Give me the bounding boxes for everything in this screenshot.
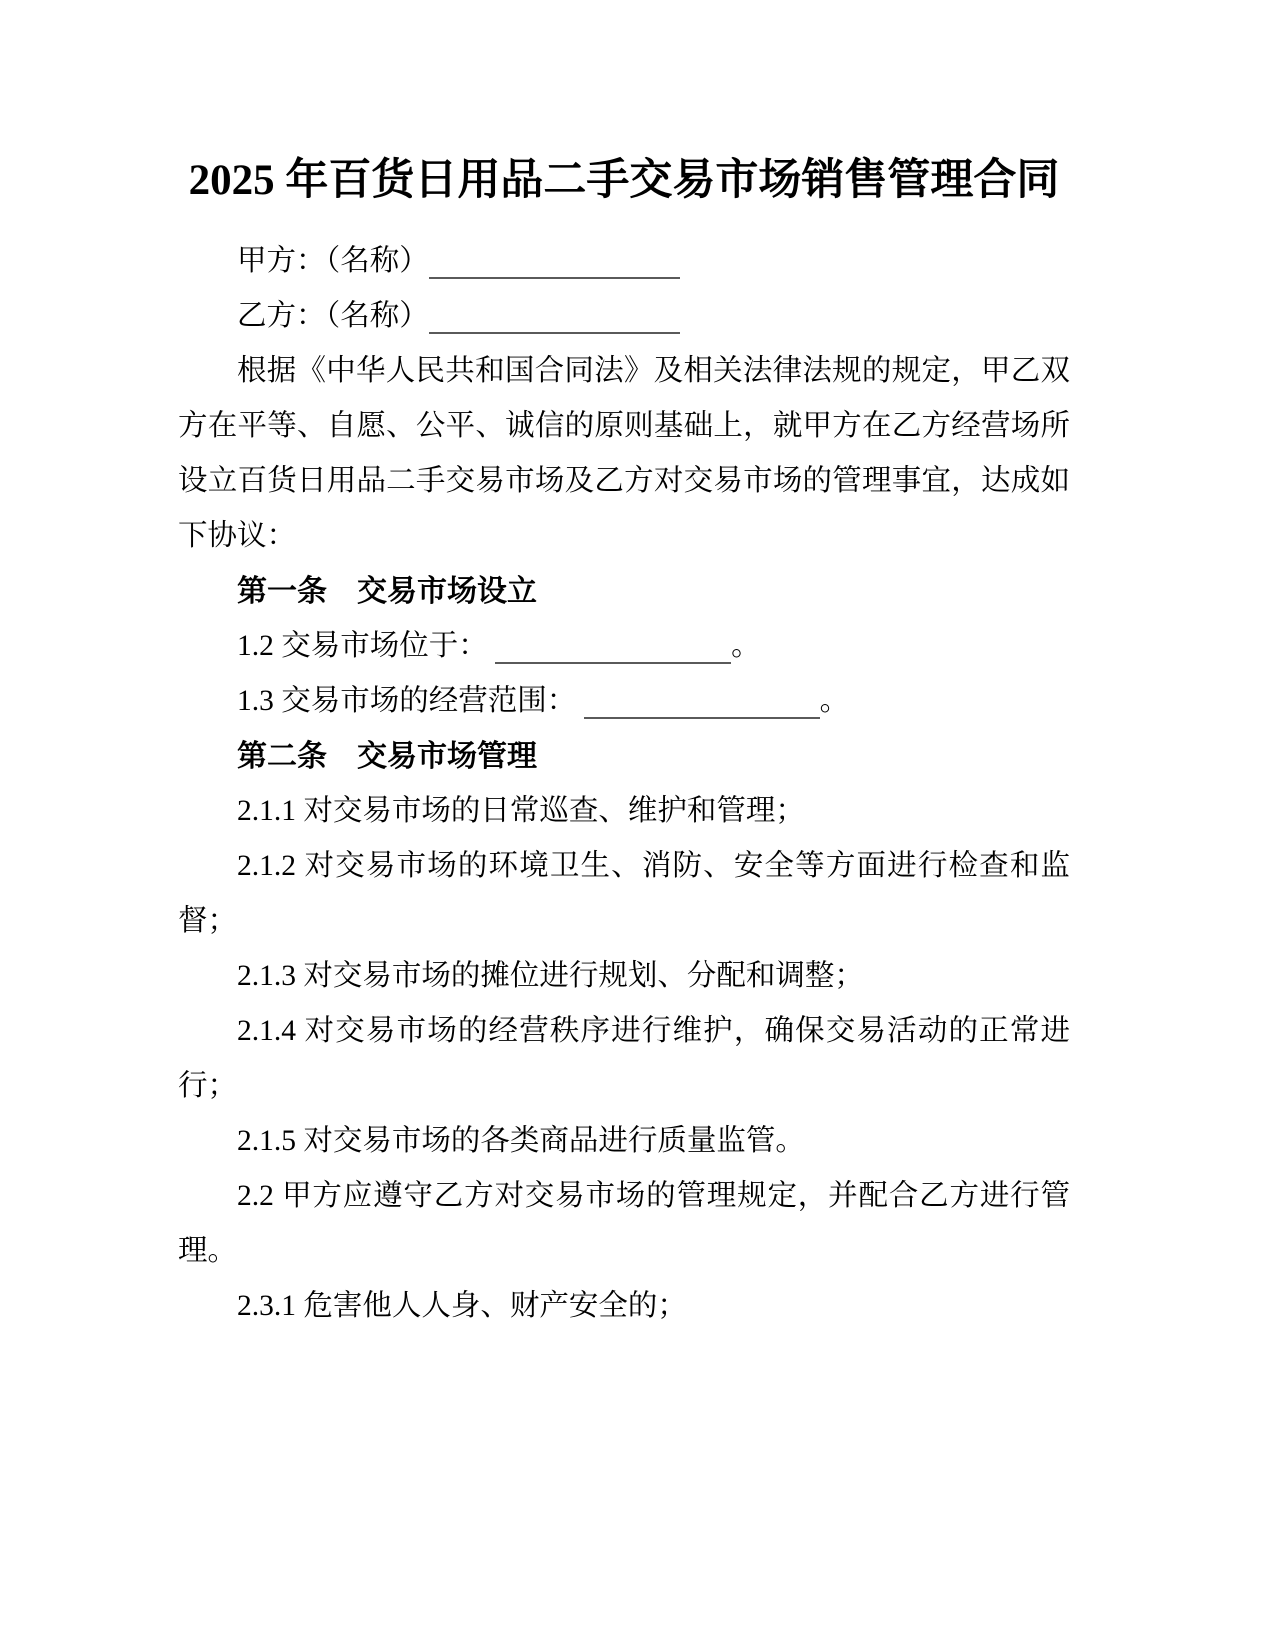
party-a-line (178, 234, 1070, 289)
clause-1-3 (178, 674, 1070, 729)
clause-2-3-1: 2.3.1 危害他人人身、财产安全的； (237, 1290, 687, 1322)
section-1-heading: 第一条 交易市场设立 (237, 575, 537, 608)
party-b-blank-line (429, 300, 680, 334)
clause-2-1-2: 2.1.2 对交易市场的环境卫生、消防、安全等方面进行检查和监督； (178, 850, 1070, 937)
page-title: 2025 年百货日用品二手交易市场销售管理合同 (188, 157, 1060, 204)
clause-2-1-1: 2.1.1 对交易市场的日常巡查、维护和管理； (237, 795, 805, 827)
clause-2-2: 2.2 甲方应遵守乙方对交易市场的管理规定，并配合乙方进行管理。 (178, 1180, 1070, 1267)
clause-1-2-suffix: 。 (731, 630, 761, 662)
party-b-label: 乙方：（名称） (237, 300, 429, 332)
clause-1-3-label: 1.3 交易市场的经营范围： (237, 685, 584, 717)
party-a-blank-line (429, 245, 680, 279)
clause-2-1-4: 2.1.4 对交易市场的经营秩序进行维护，确保交易活动的正常进行； (178, 1015, 1070, 1102)
clause-1-3-suffix: 。 (819, 685, 850, 717)
section-2-heading: 第二条 交易市场管理 (237, 740, 537, 773)
clause-1-2-label: 1.2 交易市场位于： (237, 630, 496, 662)
clause-1-3-blank-line (584, 685, 820, 719)
clause-1-2-blank-line (495, 630, 731, 664)
party-a-label: 甲方：（名称） (237, 245, 429, 277)
clause-2-1-5: 2.1.5 对交易市场的各类商品进行质量监管。 (237, 1125, 805, 1157)
party-b-line (178, 289, 1070, 344)
clause-2-1-3: 2.1.3 对交易市场的摊位进行规划、分配和调整； (237, 960, 864, 992)
preamble-paragraph: 根据《中华人民共和国合同法》及相关法律法规的规定，甲乙双方在平等、自愿、公平、诚信的原则基础上，就甲方在乙方经营场所设立百货日用品二手交易市场及乙方对交易市场的管理事宜，达成如下协议： (178, 355, 1070, 552)
clause-1-2 (178, 619, 1070, 674)
